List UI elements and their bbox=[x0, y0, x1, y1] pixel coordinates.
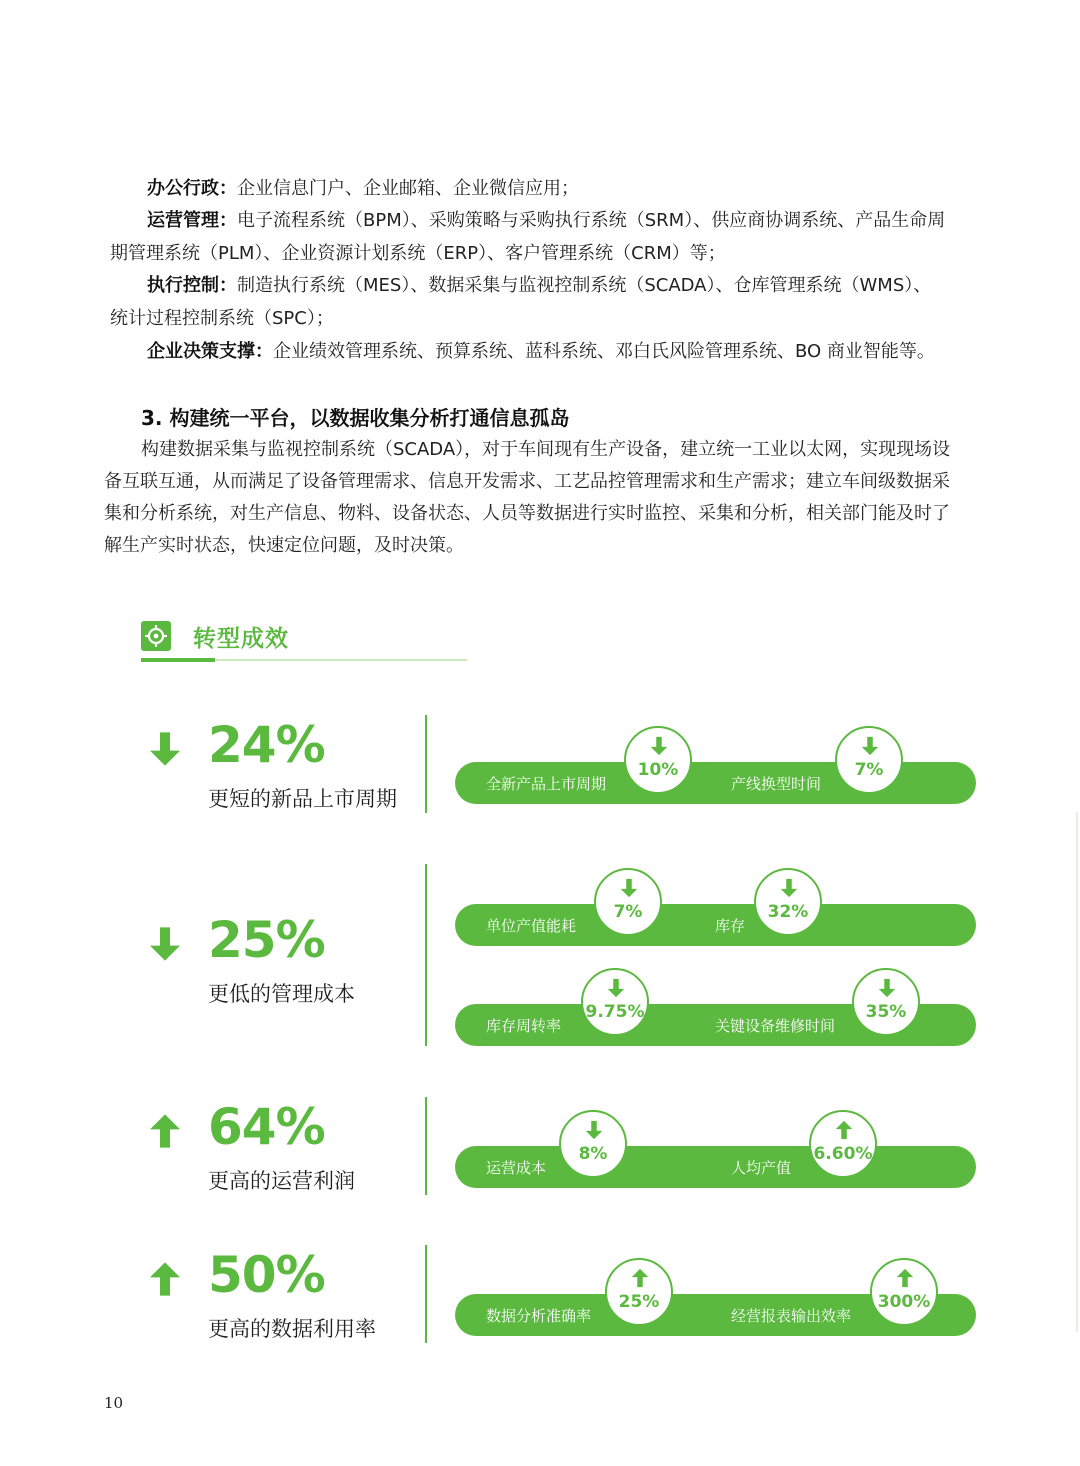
arrow-down-icon bbox=[618, 876, 640, 900]
kpi-label: 经营报表输出效率 bbox=[731, 1307, 852, 1325]
systems-execution-text: 制造执行系统（MES）、数据采集与监视控制系统（SCADA）、仓库管理系统（WMS）、 bbox=[237, 275, 932, 296]
page-number: 10 bbox=[104, 1394, 124, 1412]
kpi-value: 7% bbox=[854, 760, 884, 780]
kpi-value: 9.75% bbox=[585, 1002, 645, 1022]
arrow-up-icon bbox=[833, 1118, 855, 1142]
systems-execution-cont: 统计过程控制系统（SPC）； bbox=[110, 308, 334, 329]
metric-divider bbox=[425, 715, 427, 813]
kpi-value: 6.60% bbox=[813, 1144, 873, 1164]
kpi-label: 关键设备维修时间 bbox=[715, 1017, 836, 1035]
arrow-down-icon bbox=[583, 1118, 605, 1142]
body-line-2: 备互联互通，从而满足了设备管理需求、信息开发需求、工艺品控管理需求和生产需求；建立车间级数据采 bbox=[104, 471, 950, 492]
arrow-up-icon bbox=[145, 1109, 185, 1153]
metric-description: 更低的管理成本 bbox=[208, 982, 355, 1006]
kpi-bar bbox=[455, 762, 976, 804]
metric-value: 24% bbox=[208, 716, 325, 774]
target-icon bbox=[141, 621, 171, 651]
systems-execution-label: 执行控制： bbox=[147, 275, 237, 296]
results-section-header bbox=[141, 618, 467, 662]
title-underline bbox=[141, 658, 215, 662]
arrow-down-icon bbox=[876, 976, 898, 1000]
kpi-value: 300% bbox=[877, 1292, 931, 1312]
section-heading: 3. 构建统一平台，以数据收集分析打通信息孤岛 bbox=[141, 406, 570, 430]
body-line-1: 构建数据采集与监视控制系统（SCADA），对于车间现有生产设备，建立统一工业以太网，实现现场设 bbox=[141, 439, 951, 460]
systems-operations bbox=[147, 205, 945, 238]
kpi-label: 人均产值 bbox=[731, 1159, 792, 1177]
page-edge-line bbox=[1076, 812, 1078, 1332]
kpi-bubble bbox=[605, 1258, 673, 1326]
metric-divider bbox=[425, 864, 427, 1046]
arrow-down-icon bbox=[859, 734, 881, 758]
results-section-title: 转型成效 bbox=[193, 626, 289, 652]
metric-divider bbox=[425, 1097, 427, 1195]
arrow-down-icon bbox=[648, 734, 670, 758]
metric-description: 更短的新品上市周期 bbox=[208, 787, 397, 811]
kpi-label: 库存 bbox=[715, 917, 746, 935]
kpi-value: 10% bbox=[637, 760, 679, 780]
systems-office-label: 办公行政： bbox=[147, 178, 237, 199]
arrow-down-icon bbox=[145, 922, 185, 966]
metric-value: 64% bbox=[208, 1098, 325, 1156]
kpi-value: 25% bbox=[618, 1292, 660, 1312]
metric-value: 25% bbox=[208, 911, 325, 969]
title-underline-light bbox=[215, 659, 467, 661]
arrow-down-icon bbox=[605, 976, 627, 1000]
kpi-value: 7% bbox=[613, 902, 643, 922]
systems-operations-text: 电子流程系统（BPM）、采购策略与采购执行系统（SRM）、供应商协调系统、产品生命周 bbox=[237, 210, 946, 231]
systems-office-text: 企业信息门户、企业邮箱、企业微信应用； bbox=[237, 178, 579, 199]
systems-operations-label: 运营管理： bbox=[147, 210, 237, 231]
kpi-label: 库存周转率 bbox=[486, 1017, 562, 1035]
kpi-bubble bbox=[870, 1258, 938, 1326]
systems-office bbox=[147, 173, 579, 206]
kpi-label: 全新产品上市周期 bbox=[486, 775, 607, 793]
kpi-value: 35% bbox=[865, 1002, 907, 1022]
kpi-bubble bbox=[624, 726, 692, 794]
arrow-down-icon bbox=[778, 876, 800, 900]
kpi-value: 8% bbox=[578, 1144, 608, 1164]
metric-description: 更高的数据利用率 bbox=[208, 1317, 376, 1341]
kpi-label: 数据分析准确率 bbox=[486, 1307, 592, 1325]
kpi-bar bbox=[455, 1294, 976, 1336]
kpi-bubble bbox=[594, 868, 662, 936]
metric-value: 50% bbox=[208, 1246, 325, 1304]
kpi-bar bbox=[455, 1004, 976, 1046]
kpi-bar bbox=[455, 904, 976, 946]
systems-decision-label: 企业决策支撑： bbox=[147, 341, 273, 362]
systems-decision-text: 企业绩效管理系统、预算系统、蓝科系统、邓白氏风险管理系统、BO 商业智能等。 bbox=[273, 341, 935, 362]
kpi-bubble bbox=[581, 968, 649, 1036]
kpi-bubble bbox=[754, 868, 822, 936]
body-line-3: 集和分析系统，对生产信息、物料、设备状态、人员等数据进行实时监控、采集和分析，相关部门能及时了 bbox=[104, 503, 950, 524]
kpi-label: 产线换型时间 bbox=[731, 775, 822, 793]
arrow-up-icon bbox=[894, 1266, 916, 1290]
body-line-4: 解生产实时状态，快速定位问题，及时决策。 bbox=[104, 535, 464, 556]
systems-execution bbox=[147, 270, 931, 303]
arrow-up-icon bbox=[629, 1266, 651, 1290]
metric-divider bbox=[425, 1245, 427, 1343]
kpi-bubble bbox=[852, 968, 920, 1036]
kpi-value: 32% bbox=[767, 902, 809, 922]
kpi-label: 单位产值能耗 bbox=[486, 917, 577, 935]
kpi-label: 运营成本 bbox=[486, 1159, 547, 1177]
arrow-up-icon bbox=[145, 1257, 185, 1301]
systems-operations-cont: 期管理系统（PLM）、企业资源计划系统（ERP）、客户管理系统（CRM）等； bbox=[110, 243, 726, 264]
metric-description: 更高的运营利润 bbox=[208, 1169, 355, 1193]
kpi-bubble bbox=[809, 1110, 877, 1178]
kpi-bubble bbox=[559, 1110, 627, 1178]
systems-decision bbox=[147, 336, 935, 369]
kpi-bubble bbox=[835, 726, 903, 794]
arrow-down-icon bbox=[145, 727, 185, 771]
kpi-bar bbox=[455, 1146, 976, 1188]
